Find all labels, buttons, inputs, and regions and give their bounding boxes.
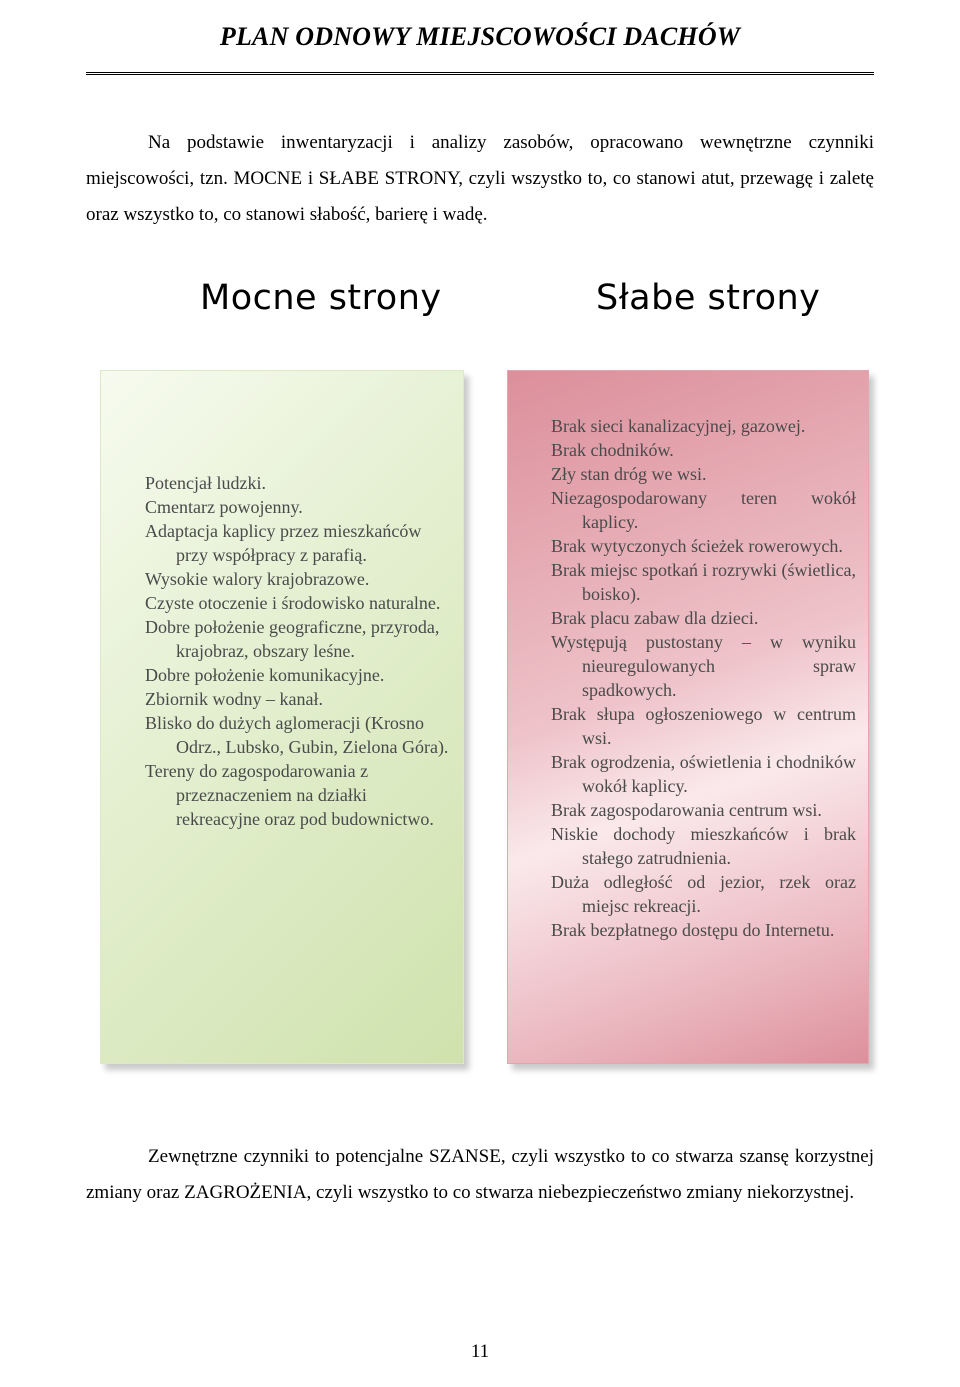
list-item: Dobre położenie komunikacyjne. [145,665,385,685]
list-item: Wysokie walory krajobrazowe. [145,569,370,589]
list-item: Czyste otoczenie i środowisko naturalne. [145,593,441,613]
weaknesses-heading: Słabe strony [596,278,821,318]
list-item: Brak miejsc spotkań i rozrywki (świetlica, boisko). [551,560,856,604]
list-item: Brak chodników. [551,440,674,460]
page-number: 11 [470,1341,490,1362]
header-divider [86,72,874,75]
list-item: Brak placu zabaw dla dzieci. [551,608,759,628]
list-item: Blisko do dużych aglomeracji (Krosno Odrz., Lubsko, Gubin, Zielona Góra). [145,713,449,757]
list-item: Występują pustostany – w wyniku nieuregulowanych spraw spadkowych. [551,632,856,700]
list-item: Potencjał ludzki. [145,473,266,493]
list-item: Brak wytyczonych ścieżek rowerowych. [551,536,843,556]
list-item: Adaptacja kaplicy przez mieszkańców przy współpracy z parafią. [145,521,422,565]
list-item: Tereny do zagospodarowania z przeznaczeniem na działki rekreacyjne oraz pod budownictwo. [145,761,434,829]
list-item: Zły stan dróg we wsi. [551,464,707,484]
list-item: Niskie dochody mieszkańców i brak stałego zatrudnienia. [551,824,856,868]
list-item: Duża odległość od jezior, rzek oraz miejsc rekreacji. [551,872,856,916]
strengths-list [145,471,455,831]
strengths-heading: Mocne strony [200,278,442,318]
list-item: Brak bezpłatnego dostępu do Internetu. [551,920,835,940]
intro-paragraph: Na podstawie inwentaryzacji i analizy zasobów, opracowano wewnętrzne czynniki miejscowości, tzn. MOCNE i SŁABE STRONY, czyli wszystko to, co stanowi atut, przewagę i zaletę oraz wszystko to, co stanowi słabość, barierę i wadę. [86,132,874,225]
list-item: Brak sieci kanalizacyjnej, gazowej. [551,416,806,436]
external-factors-paragraph: Zewnętrzne czynniki to potencjalne SZANSE, czyli wszystko to co stwarza szansę korzystnej zmiany oraz ZAGROŻENIA, czyli wszystko to co stwarza niebezpieczeństwo zmiany niekorzystnej. [86,1146,874,1203]
list-item: Dobre położenie geograficzne, przyroda, krajobraz, obszary leśne. [145,617,440,661]
list-item: Cmentarz powojenny. [145,497,303,517]
list-item: Niezagospodarowany teren wokół kaplicy. [551,488,856,532]
strengths-box [100,370,464,1064]
list-item: Brak słupa ogłoszeniowego w centrum wsi. [551,704,856,748]
list-item: Brak zagospodarowania centrum wsi. [551,800,822,820]
weaknesses-list [551,414,856,942]
list-item: Zbiornik wodny – kanał. [145,689,323,709]
list-item: Brak ogrodzenia, oświetlenia i chodników wokół kaplicy. [551,752,856,796]
page-header-title: PLAN ODNOWY MIEJSCOWOŚCI DACHÓW [219,22,741,51]
weaknesses-box [507,370,869,1064]
